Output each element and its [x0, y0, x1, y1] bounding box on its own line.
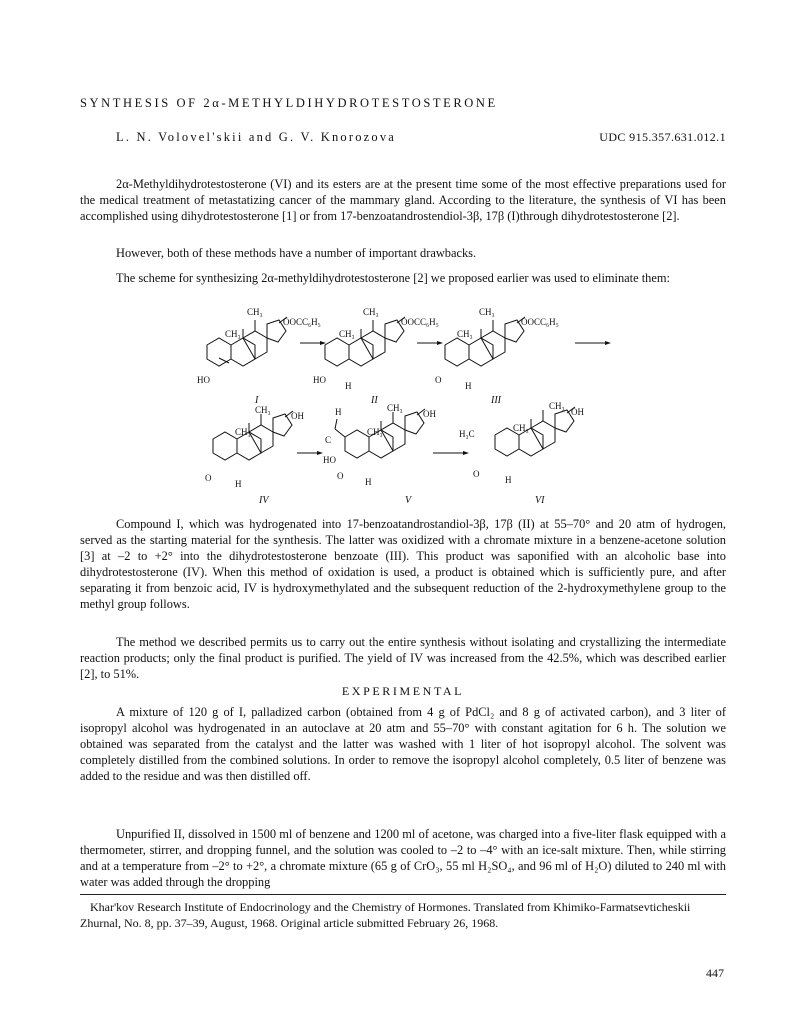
label-ch3: CH₃	[457, 329, 473, 339]
label-ch3: CH₃	[255, 405, 271, 415]
compound-I-structure	[207, 317, 287, 366]
footnote-divider	[80, 894, 726, 895]
label-h: H	[505, 475, 512, 485]
label-h3c: H₃C	[459, 429, 475, 439]
label-ho: HO	[313, 375, 326, 385]
label-o: O	[337, 471, 344, 481]
label-ch3: CH₃	[387, 403, 403, 413]
compound-III-structure	[445, 317, 525, 366]
label-oocc6h5: OOCC₆H₅	[283, 317, 321, 327]
compound-label-V: V	[405, 495, 412, 506]
compound-VI-structure	[495, 407, 575, 456]
label-o: O	[435, 375, 442, 385]
arrowhead-5	[463, 451, 469, 455]
synthesis-scheme-diagram	[195, 303, 625, 513]
label-ch3: CH₃	[367, 427, 383, 437]
label-oocc6h5: OOCC₆H₅	[521, 317, 559, 327]
label-h: H	[345, 381, 352, 391]
label-ho: HO	[197, 375, 210, 385]
compound-label-VI: VI	[535, 495, 545, 506]
label-oh: OH	[291, 411, 304, 421]
authors: L. N. Volovel'skii and G. V. Knorozova	[116, 130, 397, 144]
label-ch3: CH₃	[549, 401, 565, 411]
paragraph-method-yield: The method we described permits us to carry out the entire synthesis without isolating and crystallizing the intermediate reaction products; only the final product is purified. The yield of IV was increased from the 42.5%, which was described earlier [2], to 51%.	[80, 635, 726, 681]
label-oh: OH	[423, 409, 436, 419]
compound-label-IV: IV	[259, 495, 269, 506]
label-h: H	[365, 477, 372, 487]
page-number: 447	[706, 966, 724, 980]
paragraph-compound-description: Compound I, which was hydrogenated into 17-benzoatandrostandiol-3β, 17β (II) at 55–70° and 20 atm of hydrogen, served as the starting material for the synthesis. The latter was oxidized with a chromate mixture in a benzene-acetone solution [3] at –2 to +2° into the dihydrotestosterone benzoate (III). This product was saponified with an alcoholic base into dihydrotestosterone (IV). When this method of oxidation is used, a product is obtained which is sufficiently pure, and after separating it from benzoic acid, IV is hydroxymethylated and the subsequent reduction of the 2-hydroxymethylene group to the methyl group follows.	[80, 517, 726, 611]
label-h: H	[335, 407, 342, 417]
compound-label-I: I	[255, 395, 259, 406]
paragraph-intro: 2α-Methyldihydrotestosterone (VI) and its esters are at the present time some of the most effective preparations used for the medical treatment of metastatizing cancer of the mammary gland. According to the literature, the synthesis of VI has been accomplished using dihydrotestosterone [1] or from 17-benzoatandrostendiol-3β, 17β (I)through dihydrotestosterone [2].	[80, 177, 726, 223]
label-ho: HO	[323, 455, 336, 465]
label-h: H	[235, 479, 242, 489]
paragraph-drawbacks: However, both of these methods have a number of important drawbacks.	[116, 246, 477, 260]
compound-IV-structure	[213, 411, 293, 460]
label-ch3: CH₃	[247, 307, 263, 317]
arrowhead-2	[437, 341, 443, 345]
compound-label-III: III	[491, 395, 501, 406]
paragraph-scheme-intro: The scheme for synthesizing 2α-methyldihydrotestosterone [2] we proposed earlier was used to eliminate them:	[116, 271, 670, 285]
label-ch3: CH₃	[225, 329, 241, 339]
label-ch3: CH₃	[339, 329, 355, 339]
label-ch3: CH₃	[479, 307, 495, 317]
compound-label-II: II	[371, 395, 378, 406]
label-h: H	[465, 381, 472, 391]
paragraph-experimental-2: Unpurified II, dissolved in 1500 ml of benzene and 1200 ml of acetone, was charged into a five-liter flask equipped with a thermometer, stirrer, and dropping funnel, and the solution was cooled to –2 to –4° with an ice-salt mixture. Then, while stirring and at a temperature from –2° to +2°, a chromate mixture (65 g of CrO₃, 55 ml H₂SO₄, and 96 ml of H₂O) diluted to 240 ml with water was added through the dropping	[80, 827, 726, 889]
paragraph-experimental-1: A mixture of 120 g of I, palladized carbon (obtained from 4 g of PdCl₂ and 8 g of activated carbon), and 3 liter of isopropyl alcohol was hydrogenated in an autoclave at 20 atm and 55–70° with constant agitation for 6 h. The solution we obtained was separated from the catalyst and the latter was washed with 1 liter of hot isopropyl alcohol. The solvent was completely distilled from the combined solutions. In order to remove the isopropyl alcohol completely, 0.5 liter of benzene was added to the residue and was then distilled off.	[80, 705, 726, 783]
label-oh: OH	[571, 407, 584, 417]
label-o: O	[205, 473, 212, 483]
label-c: C	[325, 435, 332, 445]
label-o: O	[473, 469, 480, 479]
label-ch3: CH₃	[363, 307, 379, 317]
label-ch3: CH₃	[513, 423, 529, 433]
compound-II-structure	[325, 317, 405, 366]
section-heading-experimental: EXPERIMENTAL	[341, 684, 465, 698]
footnote: Khar'kov Research Institute of Endocrinology and the Chemistry of Hormones. Translated from Khimiko-Farmatsevticheskii Zhurnal, No. 8, pp. 37–39, August, 1968. Original article submitted February 26, 1968.	[80, 900, 691, 930]
label-ch3: CH₃	[235, 427, 251, 437]
paper-title: SYNTHESIS OF 2α-METHYLDIHYDROTESTOSTERONE	[80, 96, 498, 110]
label-oocc6h5: OOCC₆H₅	[401, 317, 439, 327]
arrowhead-3	[605, 341, 611, 345]
udc-code: UDC 915.357.631.012.1	[599, 130, 726, 144]
